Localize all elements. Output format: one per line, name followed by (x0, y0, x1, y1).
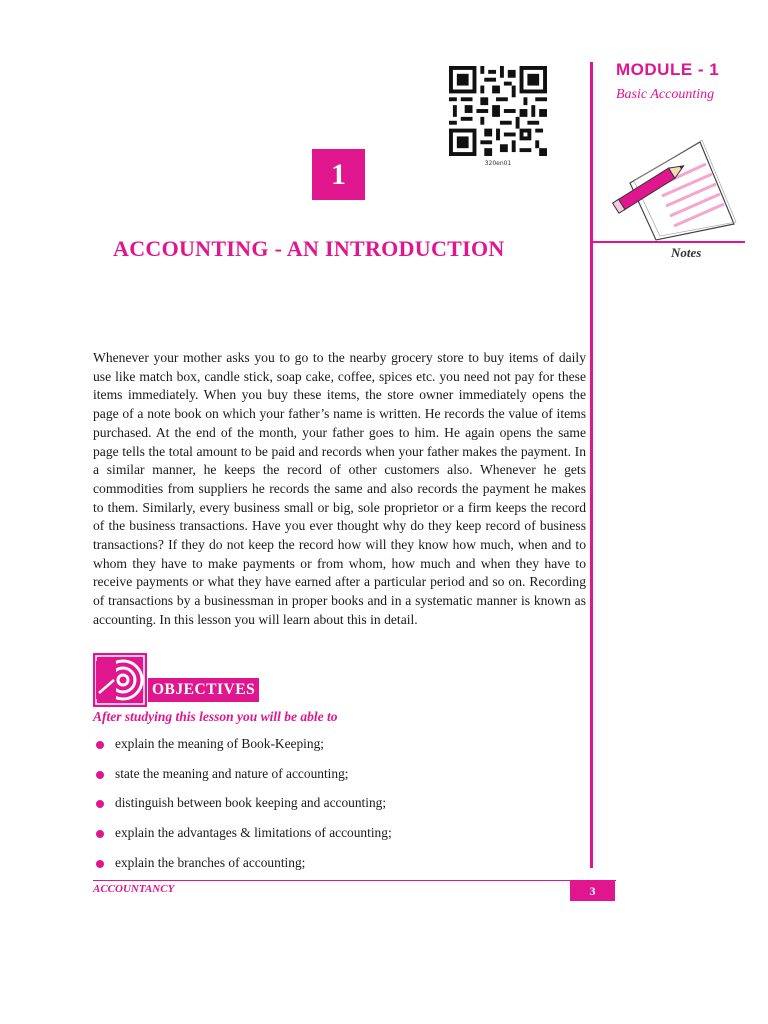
list-item: distinguish between book keeping and accounting; (96, 795, 576, 825)
module-subtitle: Basic Accounting (616, 87, 715, 102)
chapter-title: ACCOUNTING - AN INTRODUCTION (113, 236, 505, 261)
qr-caption: 320en01 (484, 160, 512, 167)
bullet-icon (96, 771, 104, 779)
list-item: explain the meaning of Book-Keeping; (96, 736, 576, 766)
bullet-icon (96, 741, 104, 749)
footer-subject: ACCOUNTANCY (93, 883, 175, 895)
bullet-icon (96, 860, 104, 868)
page-number: 3 (570, 881, 615, 901)
objectives-heading: OBJECTIVES (148, 678, 259, 702)
module-label: MODULE - 1 (616, 60, 720, 79)
bullet-icon (96, 830, 104, 838)
intro-paragraph: Whenever your mother asks you to go to the nearby grocery store to buy items of daily use like match box, candle stick, soap cake, coffee, spices etc. you need not pay for these items immediately. When you buy these items, the store owner immediately opens the page of a note book on which your father’s name is written. He records the value of items purchased. At the end of the month, your father goes to him. He again opens the same page tells the total amount to be paid and records when your father makes the payment. In a similar manner, he keeps the record of other customers also. Whenever he gets commodities from suppliers he records the same and also records the payment he makes to them. Similarly, every business small or big, sole proprietor or a firm keeps the record of the business transactions. Have you ever thought why do they keep record of business transactions? If they do not keep the record how will they know how much, when and to whom they have to make payments or from whom, how much and when they have to receive payments or what they have earned after a particular period and so on. Recording of transactions by a businessman in proper books and in a systematic manner is known as accounting. In this lesson you will learn about this in detail. (93, 350, 586, 627)
chapter-number: 1 (312, 149, 365, 200)
list-item: explain the branches of accounting; (96, 855, 576, 885)
footer-rule (93, 880, 616, 881)
notepad-pencil-icon (608, 128, 740, 243)
list-item: explain the advantages & limitations of accounting; (96, 825, 576, 855)
objectives-list (96, 736, 576, 884)
list-item: state the meaning and nature of accounting; (96, 766, 576, 796)
target-icon (93, 653, 147, 707)
qr-code-icon (449, 66, 547, 156)
bullet-icon (96, 800, 104, 808)
margin-rule (590, 62, 593, 868)
objectives-lead: After studying this lesson you will be able to (93, 709, 338, 724)
notes-label: Notes (671, 245, 702, 260)
